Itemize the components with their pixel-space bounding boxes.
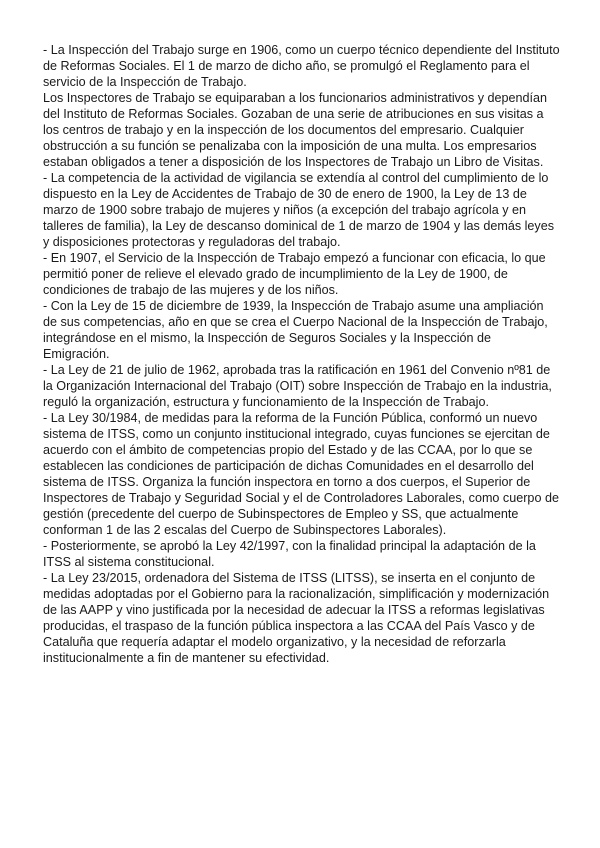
paragraph-surveillance-competence: - La competencia de la actividad de vigilancia se extendía al control del cumplimiento de lo dispuesto en la Ley de Accidentes de Trabajo de 30 de enero de 1900, la Ley de 13 de marzo de 1900 sobre trabajo de mujeres y niños (a excepción del trabajo agrícola y en talleres de familia), la Ley de descanso dominical de 1 de marzo de 1904 y las demás leyes y disposiciones protectoras y reguladoras del trabajo. <box>43 171 555 249</box>
paragraph-1906-origin: - La Inspección del Trabajo surge en 1906, como un cuerpo técnico dependiente del Instituto de Reformas Sociales. El 1 de marzo de dicho año, se promulgó el Reglamento para el servicio de la Inspección de Trabajo. <box>43 43 560 89</box>
paragraph-2015-law: - La Ley 23/2015, ordenadora del Sistema de ITSS (LITSS), se inserta en el conjunto de medidas adoptadas por el Gobierno para la racionalización, simplificación y modernización de las AAPP y vino justificada por la necesidad de adecuar la ITSS a reformas legislativas producidas, el traspaso de la función pública inspectora a las CCAA del País Vasco y de Cataluña que requería adaptar el modelo organizativo, y la necesidad de reforzarla institucionalmente a fin de mantener su efectividad. <box>43 571 550 665</box>
paragraph-inspectors-role: Los Inspectores de Trabajo se equiparaban a los funcionarios administrativos y dependían del Instituto de Reformas Sociales. Gozaban de una serie de atribuciones en sus visitas a los centros de trabajo y en la inspección de los documentos del empresario. Cualquier obstrucción a su función se penalizaba con la imposición de una multa. Los empresarios estaban obligados a tener a disposición de los Inspectores de Trabajo un Libro de Visitas. <box>43 91 548 169</box>
paragraph-1984-law: - La Ley 30/1984, de medidas para la reforma de la Función Pública, conformó un nuevo sistema de ITSS, como un conjunto institucional integrado, cuyas funciones se ejercitan de acuerdo con el ámbito de competencias propio del Estado y de las CCAA, por lo que se establecen las condiciones de participación de dichas Comunidades en el desarrollo del sistema de ITSS. Organiza la función inspectora en torno a dos cuerpos, el Superior de Inspectores de Trabajo y Seguridad Social y el de Controladores Laborales, como cuerpo de gestión (precedente del cuerpo de Subinspectores de Empleo y SS, que actualmente conforman 1 de las 2 escalas del Cuerpo de Subinspectores Laborales). <box>43 411 559 537</box>
document-page <box>43 42 560 666</box>
paragraph-1997-law: - Posteriormente, se aprobó la Ley 42/1997, con la finalidad principal la adaptación de la ITSS al sistema constitucional. <box>43 539 536 569</box>
paragraph-1962-law: - La Ley de 21 de julio de 1962, aprobada tras la ratificación en 1961 del Convenio nº81 de la Organización Internacional del Trabajo (OIT) sobre Inspección de Trabajo en la industria, reguló la organización, estructura y funcionamiento de la Inspección de Trabajo. <box>43 363 552 409</box>
paragraph-1939-law: - Con la Ley de 15 de diciembre de 1939, la Inspección de Trabajo asume una ampliación de sus competencias, año en que se crea el Cuerpo Nacional de la Inspección de Trabajo, integrándose en el mismo, la Inspección de Seguros Sociales y la Inspección de Emigración. <box>43 299 548 361</box>
paragraph-1907-service: - En 1907, el Servicio de la Inspección de Trabajo empezó a funcionar con eficacia, lo que permitió poner de relieve el elevado grado de incumplimiento de la Ley de 1900, de condiciones de trabajo de las mujeres y de los niños. <box>43 251 546 297</box>
